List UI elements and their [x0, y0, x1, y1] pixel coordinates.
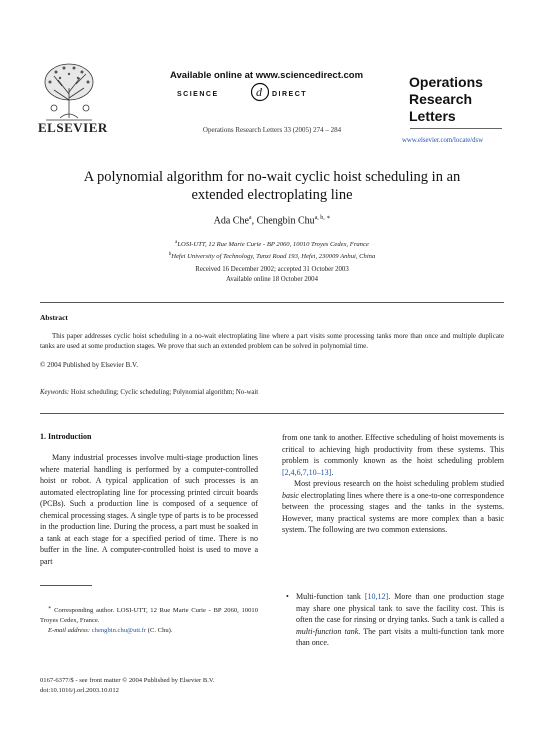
keywords — [40, 389, 258, 396]
footnote-rule — [40, 585, 92, 586]
right-column-body — [282, 432, 504, 536]
author-name: Ada Che — [213, 215, 249, 227]
sciencedirect-logo — [175, 82, 345, 102]
keywords-label: Keywords: — [40, 389, 70, 396]
abstract-body — [40, 331, 504, 351]
available-online-text: Available online at www.sciencedirect.com — [170, 70, 364, 81]
footnote-text — [40, 604, 258, 626]
author-list — [0, 214, 544, 226]
bullet-marker: • — [286, 592, 289, 601]
journal-title-line-1: Operations — [409, 74, 483, 90]
abstract-bottom-rule — [40, 413, 504, 414]
elsevier-wordmark: ELSEVIER — [38, 120, 108, 135]
sd-logo-right: DIRECT — [272, 91, 308, 98]
paragraph-text: Most previous research on the hoist scheduling problem studied — [294, 479, 504, 488]
abstract-text: This paper addresses cyclic hoist scheduling in a no-wait electroplating line where a part visits some processing tanks more than once and multiple duplicate tanks are used at some production stages. We prove that such an extended problem can be solved in polynomial time. — [40, 332, 504, 350]
emphasis: basic — [282, 490, 299, 500]
copyright-notice: © 2004 Published by Elsevier B.V. — [40, 361, 138, 369]
body-paragraph — [282, 432, 504, 478]
paragraph-text: from one tank to another. Effective scheduling of hoist movements is critical to achieving high productivity from these systems. This problem is commonly known as the hoist scheduling problem — [282, 433, 504, 465]
paragraph-text: . More than one production stage may share one physical tank to save the facility cost. This is often the case for rinsing or drying tanks. Such a tank is called a — [296, 592, 504, 624]
journal-reference: Operations Research Letters 33 (2005) 274 – 284 — [202, 126, 342, 134]
paragraph-text: Multi-function tank — [296, 592, 365, 601]
abstract-heading: Abstract — [40, 313, 68, 322]
section-heading: 1. Introduction — [40, 432, 92, 441]
journal-title-line-3: Letters — [409, 108, 456, 124]
citation-link[interactable]: [10,12] — [364, 592, 389, 601]
received-date: Received 16 December 2002; accepted 31 October 2003 — [195, 266, 349, 273]
affiliation-line — [0, 250, 544, 262]
email-label: E-mail address: — [48, 627, 91, 635]
footnote — [40, 604, 258, 636]
author-affiliation-mark: a, b, ∗ — [314, 215, 331, 221]
author-name: Chengbin Chu — [256, 215, 315, 227]
body-paragraph: Many industrial processes involve multi-stage production lines where material handling is performed by a computer-controlled hoist or robot. A typical application of such processes is an automated electroplating line for processing printed circuit boards (PCBs). Such a production line is composed of a sequence of chemical processing stages. A single type of parts is to be processed in the production line. During the process, a part must be soaked in a tank at each stage for a specified period of time. There is no buffer in the line. A computer-controlled hoist is used to move a part — [40, 453, 258, 566]
emphasis: multi-function tank — [296, 626, 359, 636]
publication-dates — [0, 265, 544, 285]
paragraph-text: . The part visits a multi-function tank more than once. — [296, 626, 504, 647]
citation-link[interactable]: [2,4,6,7,10–13] — [282, 467, 332, 477]
paragraph-text: electroplating lines where there is a one-to-one correspondence between the processing stages and the tanks in the systems. However, many practical systems are more complex than a basic system. The following are two common extensions. — [282, 490, 504, 534]
list-item — [282, 591, 504, 649]
issn-line: 0167-6377/$ - see front matter © 2004 Published by Elsevier B.V. — [40, 677, 215, 684]
sd-logo-left: SCIENCE — [177, 91, 219, 98]
affiliation-line — [0, 238, 544, 250]
elsevier-tree-logo — [40, 58, 98, 122]
body-paragraph — [282, 478, 504, 536]
author-affiliation-mark: a — [248, 215, 252, 221]
footnote-mark: ∗ — [48, 606, 52, 611]
available-date: Available online 18 October 2004 — [226, 276, 318, 283]
left-column-body — [40, 452, 258, 567]
affiliation-mark: a — [175, 240, 178, 245]
email-suffix: (C. Chu). — [146, 627, 173, 635]
footnote-body: Corresponding author. LOSI-UTT, 12 Rue Marie Curie - BP 2060, 10010 Troyes Cedex, France. — [40, 607, 258, 625]
doi-line: doi:10.1016/j.orl.2003.10.012 — [40, 687, 119, 694]
journal-url-link[interactable]: www.elsevier.com/locate/dsw — [402, 137, 484, 144]
paragraph-text: . — [331, 467, 334, 477]
keywords-list: Hoist scheduling; Cyclic scheduling; Polynomial algorithm; No-wait — [69, 389, 259, 396]
paper-title-line-1: A polynomial algorithm for no-wait cyclic hoist scheduling in an — [83, 169, 461, 185]
author-separator: , — [251, 215, 257, 227]
bullet-text — [296, 591, 504, 649]
paper-title — [40, 168, 504, 204]
affiliation-text: LOSI-UTT, 12 Rue Marie Curie - BP 2060, 10010 Troyes Cedex, France — [177, 241, 369, 249]
affiliation-mark: b — [168, 252, 172, 258]
sd-logo-mark: d — [256, 85, 262, 99]
abstract-top-rule — [40, 302, 504, 303]
issn-doi — [40, 676, 214, 696]
journal-title-rule — [410, 128, 502, 129]
affiliation-text: Hefei University of Technology, Tunxi Road 193, Hefei, 230009 Anhui, China — [171, 253, 376, 261]
journal-title — [409, 74, 483, 125]
footnote-email — [40, 626, 258, 636]
paper-title-line-2: extended electroplating line — [191, 187, 353, 203]
affiliations — [0, 238, 544, 262]
journal-title-line-2: Research — [409, 91, 473, 107]
email-link[interactable]: chengbin.chu@utt.fr — [91, 627, 147, 635]
